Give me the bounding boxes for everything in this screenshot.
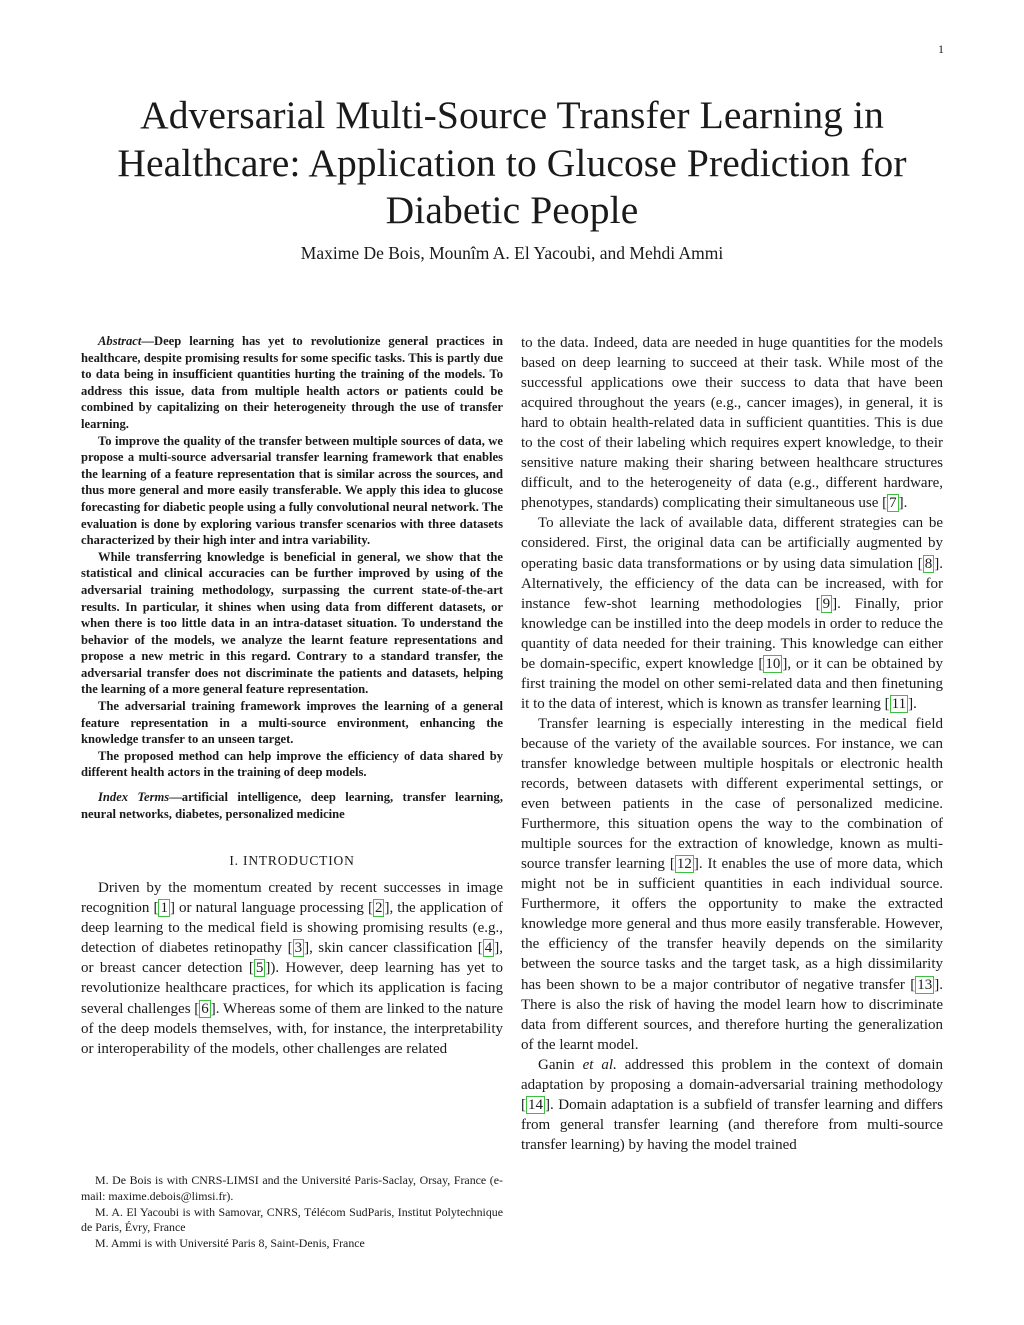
footnote: M. De Bois is with CNRS-LIMSI and the Université Paris-Saclay, Orsay, France (e-mail: maxime.debois@limsi.fr). [81, 1173, 503, 1203]
intro-paragraph: Driven by the momentum created by recent successes in image recognition [ 1 ] or natural language processing [ 2 ], the application of deep learning to the medical field is showing promising results (e.g., detection of diabetes retinopathy [ 3 ], skin cancer classification [ 4 ], or breast cancer detection [ 5 ]). However, deep learning has yet to revolutionize healthcare practices, for which its application is facing several challenges [ 6 ]. Whereas some of them are linked to the nature of the deep models themselves, with, for instance, the interpretability or interoperability of the models, other challenges are related [81, 880, 503, 1057]
text-run: or natural language processing [174, 900, 368, 917]
body-paragraph: Ganin et al. addressed this problem in the context of domain adaptation by proposing a domain-adversarial training methodology [ 14 ]. Domain adaptation is a subfield of transfer learning and differs from general transfer learning (and therefore from multi-source transfer learning) by having the model trained [521, 1056, 943, 1153]
author-list: Maxime De Bois, Mounîm A. El Yacoubi, and Mehdi Ammi [300, 243, 724, 263]
abstract-dash: — [141, 334, 154, 348]
text-run: . Finally, prior knowledge can be instilled into the deep models in order to reduce the quantity of data needed for their training. This knowledge can either be domain-specific, expert knowledge [521, 595, 943, 672]
paper-title: Adversarial Multi-Source Transfer Learning in Healthcare: Application to Glucose Prediction for Diabetic People [117, 93, 907, 232]
body-paragraph: to the data. Indeed, data are needed in huge quantities for the models based on deep learning to succeed at their task. While most of the successful applications owe their success to data that have been acquired throughout the years (e.g., cancer images), in general, it is hard to obtain health-related data in sufficient quantities. This is due to the cost of their labeling which requires expert knowledge, to their sensitive nature making their sharing between healthcare structures difficult, and to the heterogeneity of data (e.g., different hardware, phenotypes, standards) complicating their simultaneous use [ 7 ]. [521, 335, 943, 512]
abstract-paragraph: The adversarial training framework improves the learning of a general feature representation in a multi-source environment, enhancing the knowledge transfer to an unseen target. [81, 699, 503, 747]
citation-link[interactable]: 9 [822, 595, 831, 612]
right-column [521, 333, 943, 1155]
footnotes [81, 1173, 503, 1252]
citation-link[interactable]: 1 [160, 900, 168, 917]
text-run: , or it can be obtained by first training the model on other semi-related data and then finetuning it to the data of interest, which is known as transfer learning [521, 655, 943, 712]
text-run: . [913, 695, 917, 712]
citation-link[interactable]: 14 [528, 1096, 543, 1113]
intro-text-left [81, 878, 503, 1058]
abstract-paragraph: To improve the quality of the transfer between multiple sources of data, we propose a multi-source adversarial transfer learning framework that enables the learning of a feature representation that is similar across the sources, and thus more general and more easily transferable. We apply this idea to glucose forecasting for diabetic people using a fully convolutional neural network. The evaluation is done by exploring various transfer scenarios with three datasets characterized by their high inter and intra variability. [81, 433, 503, 548]
text-run: . Domain adaptation is a subfield of transfer learning and differs from general transfer learning (and therefore from multi-source transfer learning) by having the model trained [521, 1096, 943, 1153]
citation-link[interactable]: 11 [891, 695, 907, 712]
section-numeral: I. [229, 853, 244, 869]
left-column [81, 333, 503, 1059]
text-run: . There is also the risk of having the model learn how to discriminate data from different sources, and therefore hurting the generalization of the learnt model. [521, 976, 943, 1053]
text-run: . It enables the use of more data, which might not be in sufficient quantities in each individual source. Furthermore, it offers the opportunity to make the extracted knowledge more general and thus more easily transferable. However, the efficiency of the transfer heavily depends on the similarity between the source tasks and the target task, as a high dissimilarity has been shown to be a major contributor of negative transfer [521, 856, 943, 993]
footnote: M. A. El Yacoubi is with Samovar, CNRS, Télécom SudParis, Institut Polytechnique de Paris, Évry, France [81, 1204, 503, 1235]
intro-text-right [521, 333, 943, 1155]
index-terms-dash: — [169, 790, 182, 805]
text-run: . [903, 495, 908, 512]
text-run: . Whereas some of them are linked to the nature of the deep models themselves, with, for instance, the interpretability or interoperability of the models, other challenges are related [81, 1000, 503, 1057]
text-run: Driven by the momentum created by recent successes in image recognition [81, 880, 503, 917]
text-run: to the data. Indeed, data are needed in huge quantities for the models based on deep learning to succeed at their task. While most of the successful applications owe their success to data that have been acquired throughout the years (e.g., cancer images), in general, it is hard to obtain health-related data in sufficient quantities. This is due to the cost of their labeling which requires expert knowledge, to their sensitive nature making their sharing between healthcare structures difficult, and to the heterogeneity of data (e.g., different hardware, phenotypes, standards) complicating their simultaneous use [521, 335, 943, 512]
text-run: , skin cancer classification [309, 940, 478, 957]
abstract-paragraph [81, 333, 503, 433]
abstract-paragraph: While transferring knowledge is beneficial in general, we show that the statistical and clinical accuracies can be further improved by using of the adversarial training methodology, surpassing the current state-of-the-art results. In particular, it shines when using data from different datasets, or when there is too little data in an intra-dataset situation. To understand the behavior of the models, we analyze the learnt feature representations and propose a new metric in this regard. Contrary to a standard transfer, the adversarial transfer does not discriminate the patients and datasets, helping the learning of a more general feature representation. [81, 549, 503, 697]
section-title-rest: NTRODUCTION [248, 853, 355, 869]
index-terms-label: Index Terms [98, 790, 170, 805]
abstract-text: Deep learning has yet to revolutionize general practices in healthcare, despite promising results for some specific tasks. This is partly due to data being in insufficient quantities hurting the training of the models. To address this issue, data from multiple health actors or patients could be combined by capitalizing on their heterogeneity through the use of transfer learning. [81, 334, 503, 431]
text-run-italic: et al. [582, 1056, 617, 1073]
citation-link[interactable]: 3 [294, 940, 303, 957]
section-heading-introduction [81, 853, 503, 869]
index-terms [81, 789, 503, 822]
section-first-letter: I [243, 853, 249, 869]
text-run: , the application of deep learning to the medical field is showing promising results (e.g., detection of diabetes retinopathy [81, 900, 503, 957]
citation-link[interactable]: 12 [676, 856, 692, 873]
citation-link[interactable]: 7 [889, 495, 897, 512]
body-paragraph: Transfer learning is especially interesting in the medical field because of the variety of the available sources. For instance, we can transfer knowledge between multiple hospitals or electronic health records, between datasets with different experimental settings, or even between patients in the case of personalized medicine. Furthermore, this situation opens the way to the combination of multiple sources for the extraction of knowledge, known as multi-source transfer learning [ 12 ]. It enables the use of more data, which might not be in sufficient quantities in each individual source. Furthermore, it offers the opportunity to make the extracted knowledge more general and thus more easily transferable. However, the efficiency of the transfer heavily depends on the similarity between the source tasks and the target task, as a high dissimilarity has been shown to be a major contributor of negative transfer [ 13 ]. There is also the risk of having the model learn how to discriminate data from different sources, and therefore hurting the generalization of the learnt model. [521, 715, 943, 1053]
citation-link[interactable]: 4 [484, 940, 493, 957]
body-paragraph: To alleviate the lack of available data, different strategies can be considered. First, the original data can be artificially augmented by operating basic data transformations or by using data simulation [ 8 ]. Alternatively, the efficiency of the data can be increased, with for instance few-shot learning methodologies [ 9 ]. Finally, prior knowledge can be instilled into the deep models in order to reduce the quantity of data needed for their training. This knowledge can either be domain-specific, expert knowledge [ 10 ], or it can be obtained by first training the model on other semi-related data and then finetuning it to the data of interest, which is known as transfer learning [ 11 ]. [521, 515, 943, 712]
footnote: M. Ammi is with Université Paris 8, Saint-Denis, France [95, 1236, 365, 1251]
citation-link[interactable]: 8 [924, 555, 933, 572]
text-run: Ganin [538, 1056, 583, 1073]
page-number: 1 [938, 42, 944, 56]
text-run: , or breast cancer detection [81, 940, 503, 977]
abstract [81, 333, 503, 781]
citation-link[interactable]: 6 [201, 1000, 209, 1017]
index-terms-text: artificial intelligence, deep learning, transfer learning, neural networks, diabetes, personalized medicine [81, 790, 503, 821]
text-run: . Alternatively, the efficiency of the data can be increased, with for instance few-shot learning methodologies [521, 555, 943, 612]
text-run: ). However, deep learning has yet to revolutionize healthcare practices, for which its application is facing several challenges [81, 960, 503, 1017]
text-run: Transfer learning is especially interesting in the medical field because of the variety of the available sources. For instance, we can transfer knowledge between multiple hospitals or electronic health records, between datasets with different experimental settings, or even between patients in the case of personalized medicine. Furthermore, this situation opens the way to the combination of multiple sources for the extraction of knowledge, known as multi-source transfer learning [521, 715, 943, 873]
abstract-label: Abstract [98, 334, 142, 348]
citation-link[interactable]: 10 [765, 655, 781, 672]
citation-link[interactable]: 2 [374, 900, 383, 917]
citation-link[interactable]: 13 [917, 976, 933, 993]
citation-link[interactable]: 5 [255, 960, 264, 977]
abstract-paragraph: The proposed method can help improve the efficiency of data shared by different health actors in the training of deep models. [81, 748, 503, 780]
text-run: addressed this problem in the context of domain adaptation by proposing a domain-adversarial training methodology [521, 1056, 943, 1093]
text-run: To alleviate the lack of available data, different strategies can be considered. First, the original data can be artificially augmented by operating basic data transformations or by using data simulation [521, 515, 943, 572]
